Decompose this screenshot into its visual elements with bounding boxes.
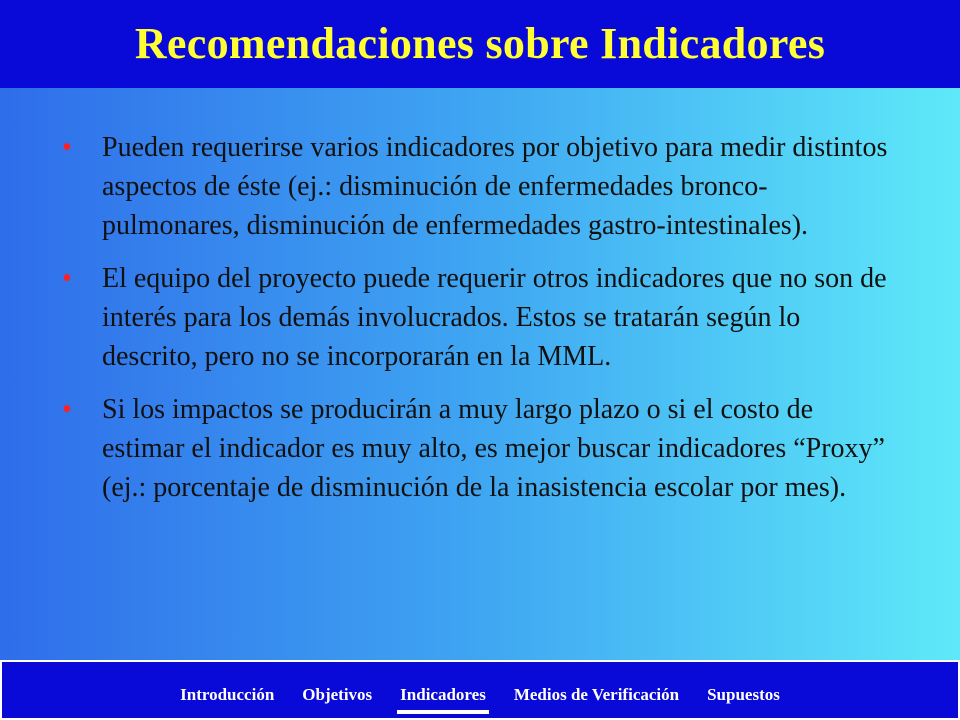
title-bar (0, 0, 960, 88)
section-nav (2, 684, 958, 706)
nav-link-supuestos[interactable]: Supuestos (707, 685, 780, 704)
bullet-text: Pueden requerirse varios indicadores por objetivo para medir distintos aspectos de éste (ej.: disminución de enfermedades bronco-pulmonares, disminución de enfermedades gastro-intestinales). (102, 132, 888, 241)
nav-link-medios-de-verificacion[interactable]: Medios de Verificación (513, 685, 680, 704)
bullet-list (62, 128, 892, 521)
bullet-item (62, 259, 892, 376)
nav-link-indicadores[interactable]: Indicadores (400, 685, 486, 704)
bullet-icon: • (62, 263, 72, 294)
bullet-item (62, 390, 892, 507)
slide-title: Recomendaciones sobre Indicadores (134, 19, 826, 68)
bullet-icon: • (62, 132, 72, 163)
footer-nav-inner (2, 662, 958, 718)
nav-link-objetivos[interactable]: Objetivos (302, 685, 373, 704)
footer-nav-bar (0, 660, 960, 720)
bullet-text: Si los impactos se producirán a muy largo plazo o si el costo de estimar el indicador es muy alto, es mejor buscar indicadores “Proxy” (ej.: porcentaje de disminución de la inasistencia escolar por mes). (102, 394, 885, 503)
bullet-text: El equipo del proyecto puede requerir otros indicadores que no son de interés para los demás involucrados. Estos se tratarán según lo descrito, pero no se incorporarán en la MML. (102, 263, 887, 372)
bullet-icon: • (62, 394, 72, 425)
bullet-item (62, 128, 892, 245)
nav-link-introduccion[interactable]: Introducción (180, 685, 275, 704)
